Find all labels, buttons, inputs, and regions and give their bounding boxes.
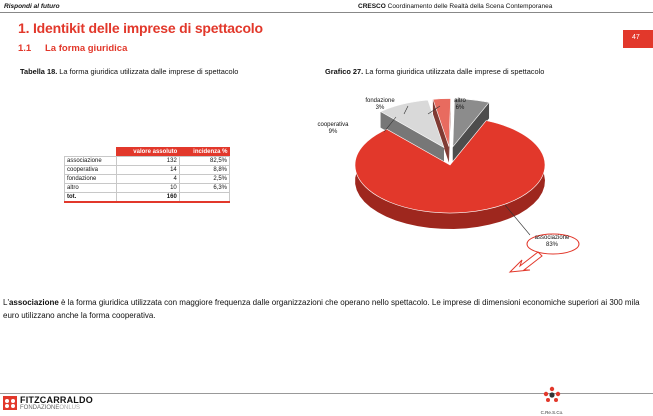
table-cell: 132 [116,157,179,166]
table-cell: associazione [65,157,117,166]
fitzcarraldo-logo-icon [3,396,17,410]
table-cell [179,193,229,203]
table-cell: tot. [65,193,117,203]
table-row [65,184,230,193]
pie-label-cooperativa [305,122,361,136]
chart-caption-label: Grafico 27. [325,67,364,76]
cresco-logo [540,385,564,415]
footer-brand-sub: FONDAZIONE [20,405,60,411]
pie-label-fondazione [352,98,408,112]
pie-label-name: associazione [534,235,570,241]
table-total-row [65,193,230,203]
section-title: 1. Identikit delle imprese di spettacolo [18,20,263,36]
legal-form-table [64,147,230,203]
table-cell: 4 [116,175,179,184]
pie-chart [300,90,640,290]
body-paragraph [3,296,643,322]
pie-label-altro [440,98,480,112]
subsection-number: 1.1 [18,43,32,54]
table-row [65,166,230,175]
table-header: valore assoluto [116,147,179,157]
pie-label-value: 3% [375,105,385,111]
pie-label-associazione [524,235,580,249]
fitzcarraldo-logo [3,396,93,412]
table-header: incidenza % [179,147,229,157]
table-cell: cooperativa [65,166,117,175]
pie-label-name: fondazione [365,98,395,104]
chart-caption-text: La forma giuridica utilizzata dalle imprese di spettacolo [363,67,545,76]
table-cell: 8,8% [179,166,229,175]
chart-caption [325,67,544,76]
header-right-text: Coordinamento delle Realtà della Scena Contemporanea [385,3,553,10]
table-caption-label: Tabella 18. [20,67,58,76]
table-cell: 10 [116,184,179,193]
table-cell: 6,3% [179,184,229,193]
header-divider [0,12,653,13]
body-prefix: L' [3,298,9,307]
table-caption-text: La forma giuridica utilizzata dalle imprese di spettacolo [57,67,239,76]
table-cell: altro [65,184,117,193]
subsection-text: La forma giuridica [45,43,128,54]
table-row [65,157,230,166]
pie-label-name: altro [454,98,466,104]
subsection-title [18,43,127,54]
body-bold-term: associazione [8,298,59,307]
table-caption [20,67,238,76]
footer-brand-sub2: ONLUS [59,405,81,411]
header-right-brand: CRESCO [358,3,386,10]
table-row [65,175,230,184]
header-left: Rispondi al futuro [4,3,60,10]
table-cell: 14 [116,166,179,175]
header-right [358,3,552,10]
pie-label-value: 9% [328,129,338,135]
table-cell: fondazione [65,175,117,184]
pie-label-value: 6% [455,105,465,111]
cresco-logo-text: C.Re.S.Co. [540,410,564,415]
cresco-logo-icon [540,385,564,405]
page-number: 47 [632,34,640,41]
body-text: è la forma giuridica utilizzata con maggiore frequenza dalle organizzazioni che operano nello spettacolo. Le imprese di dimensioni economiche superiori ai 300 mila euro utilizzano anche la forma cooperativa. [3,298,640,320]
pie-slice-associazione [355,121,545,213]
table-cell: 2,5% [179,175,229,184]
table-cell: 160 [116,193,179,203]
table-header [65,147,117,157]
pie-label-value: 83% [545,242,558,248]
footer-brand: FITZCARRALDO [20,395,93,405]
table-cell: 82,5% [179,157,229,166]
pie-label-name: cooperativa [317,122,349,128]
